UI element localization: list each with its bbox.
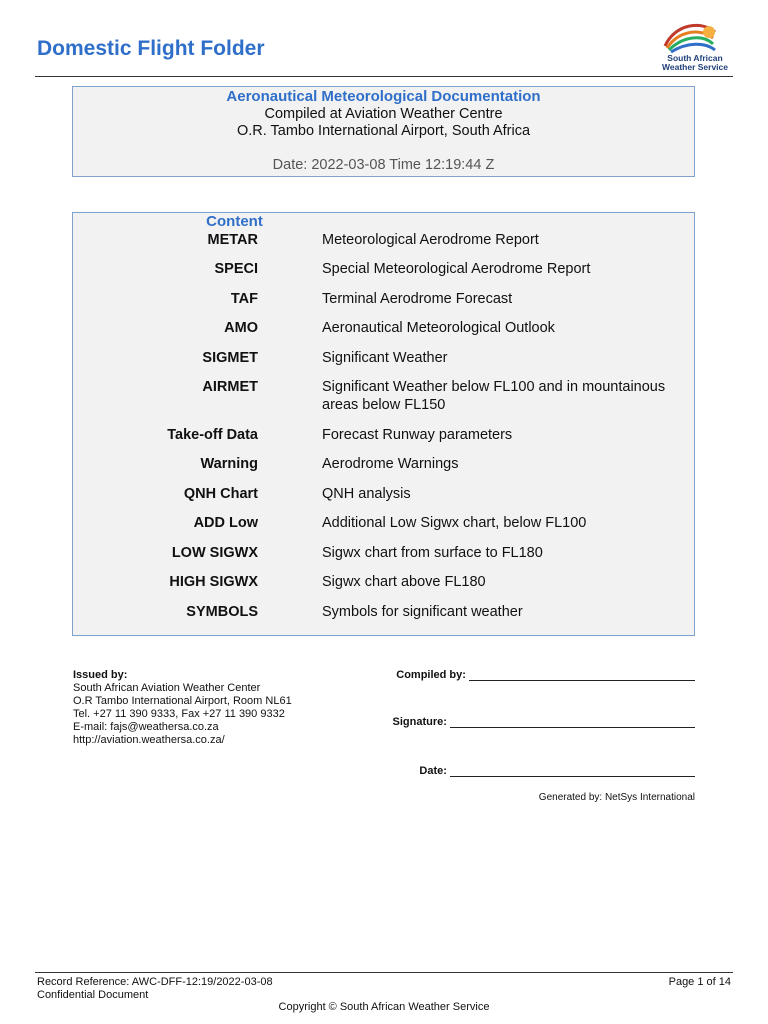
content-code: QNH Chart: [183, 486, 258, 502]
logo-line1: South African: [667, 53, 723, 63]
content-description: Aerodrome Warnings: [322, 456, 459, 472]
generated-by: Generated by: NetSys International: [538, 792, 695, 803]
issued-address: O.R Tambo International Airport, Room NL61: [73, 695, 292, 707]
page-title: Domestic Flight Folder: [37, 37, 265, 60]
compiled-by-row: [396, 669, 695, 681]
signature-label: Signature:: [392, 716, 447, 728]
saws-logo: [653, 18, 737, 74]
content-description: Sigwx chart above FL180: [322, 574, 486, 590]
content-description: Terminal Aerodrome Forecast: [322, 291, 513, 307]
content-box: [72, 212, 695, 636]
content-code: TAF: [230, 291, 258, 307]
content-code: AMO: [224, 320, 258, 336]
documentation-box: [72, 86, 695, 177]
date-line: [450, 766, 695, 777]
content-description: Aeronautical Meteorological Outlook: [322, 320, 555, 336]
content-code: HIGH SIGWX: [169, 574, 258, 590]
content-code: METAR: [207, 232, 258, 248]
issued-org: South African Aviation Weather Center: [73, 682, 261, 694]
content-description: Significant Weather: [322, 350, 448, 366]
footer-divider: [35, 972, 733, 973]
documentation-date: Date: 2022-03-08 Time 12:19:44 Z: [272, 157, 495, 173]
content-description: Sigwx chart from surface to FL180: [322, 545, 543, 561]
issued-by-block: [73, 669, 292, 747]
date-row: [419, 765, 695, 777]
content-description: Forecast Runway parameters: [322, 427, 513, 443]
content-code: ADD Low: [193, 515, 258, 531]
signature-row: [393, 716, 695, 728]
content-code: SIGMET: [202, 350, 258, 366]
content-description: QNH analysis: [322, 486, 411, 502]
content-title: Content: [206, 213, 263, 230]
copyright: Copyright © South African Weather Service: [278, 1001, 490, 1013]
documentation-location: O.R. Tambo International Airport, South Africa: [236, 123, 531, 139]
compiled-by-label: Compiled by:: [396, 669, 466, 681]
date-label: Date:: [419, 765, 447, 777]
content-description: Meteorological Aerodrome Report: [322, 232, 539, 248]
content-code: Warning: [200, 456, 258, 472]
content-code: Take-off Data: [167, 427, 258, 443]
footer-left: [37, 976, 273, 1002]
issued-phone: Tel. +27 11 390 9333, Fax +27 11 390 9332: [73, 708, 285, 720]
content-description: Significant Weather below FL100 and in mountainous areas below FL150: [322, 379, 666, 413]
compiled-by-line: [469, 670, 695, 681]
content-code: SPECI: [214, 261, 258, 277]
documentation-compiled-at: Compiled at Aviation Weather Centre: [264, 106, 503, 122]
record-reference: Record Reference: AWC-DFF-12:19/2022-03-08: [37, 976, 273, 988]
content-description: Special Meteorological Aerodrome Report: [322, 261, 591, 277]
confidential-note: Confidential Document: [37, 989, 149, 1001]
documentation-title: Aeronautical Meteorological Documentation: [226, 88, 541, 105]
logo-arc-icon: [653, 18, 737, 54]
content-description: Symbols for significant weather: [322, 604, 523, 620]
issued-by-label: Issued by:: [73, 669, 128, 681]
issued-url[interactable]: http://aviation.weathersa.co.za/: [73, 734, 225, 746]
page-number: Page 1 of 14: [668, 976, 731, 988]
content-code: AIRMET: [202, 379, 258, 395]
content-code: SYMBOLS: [186, 604, 258, 620]
logo-line2: Weather Service: [662, 62, 728, 72]
issued-email[interactable]: E-mail: fajs@weathersa.co.za: [73, 721, 219, 733]
content-code: LOW SIGWX: [171, 545, 258, 561]
signature-line: [450, 717, 695, 728]
content-description: Additional Low Sigwx chart, below FL100: [322, 515, 587, 531]
header-divider: [35, 76, 733, 77]
